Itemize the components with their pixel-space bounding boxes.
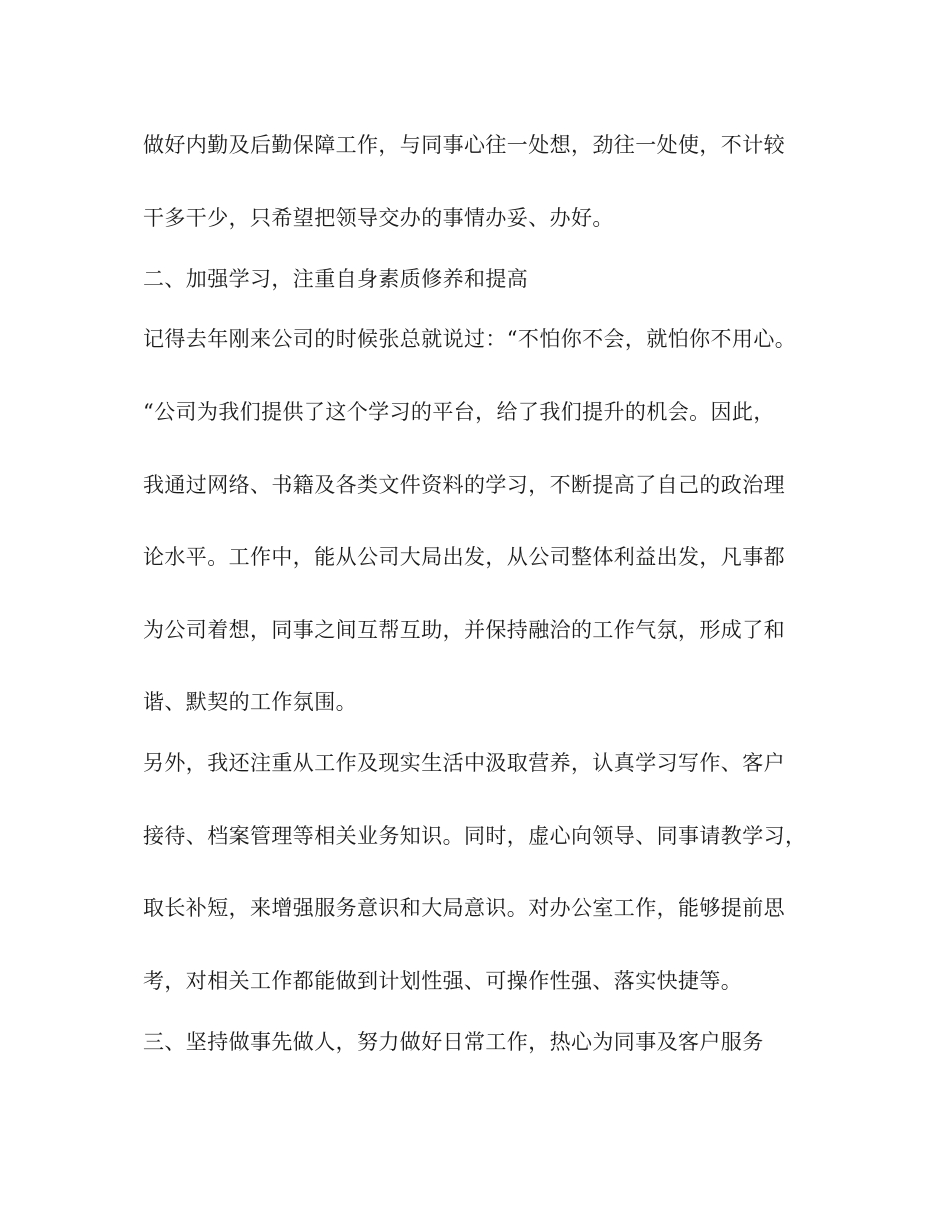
paragraph-line: 另外，我还注重从工作及现实生活中汲取营养，认真学习写作、客户 <box>143 751 785 775</box>
paragraph-line: “公司为我们提供了这个学习的平台，给了我们提升的机会。因此， <box>143 400 775 424</box>
paragraph-line: 接待、档案管理等相关业务知识。同时，虚心向领导、同事请教学习， <box>143 824 807 848</box>
paragraph-line: 干多干少，只希望把领导交办的事情办妥、办好。 <box>143 206 614 230</box>
paragraph-line: 我通过网络、书籍及各类文件资料的学习，不断提高了自己的政治理 <box>143 473 785 497</box>
paragraph-line: 记得去年刚来公司的时候张总就说过：“不怕你不会，就怕你不用心。 <box>143 327 797 351</box>
paragraph-line: 取长补短，来增强服务意识和大局意识。对办公室工作，能够提前思 <box>143 896 785 920</box>
paragraph-line: 论水平。工作中，能从公司大局出发，从公司整体利益出发，凡事都 <box>143 545 785 569</box>
paragraph-line: 做好内勤及后勤保障工作，与同事心往一处想，劲往一处使，不计较 <box>143 133 785 157</box>
section-heading: 三、坚持做事先做人，努力做好日常工作，热心为同事及客户服务 <box>143 1030 764 1054</box>
paragraph-line: 谐、默契的工作氛围。 <box>143 690 357 714</box>
paragraph-line: 考，对相关工作都能做到计划性强、可操作性强、落实快捷等。 <box>143 969 743 993</box>
paragraph-line: 为公司着想，同事之间互帮互助，并保持融洽的工作气氛，形成了和 <box>143 618 785 642</box>
section-heading: 二、加强学习，注重自身素质修养和提高 <box>143 267 529 291</box>
